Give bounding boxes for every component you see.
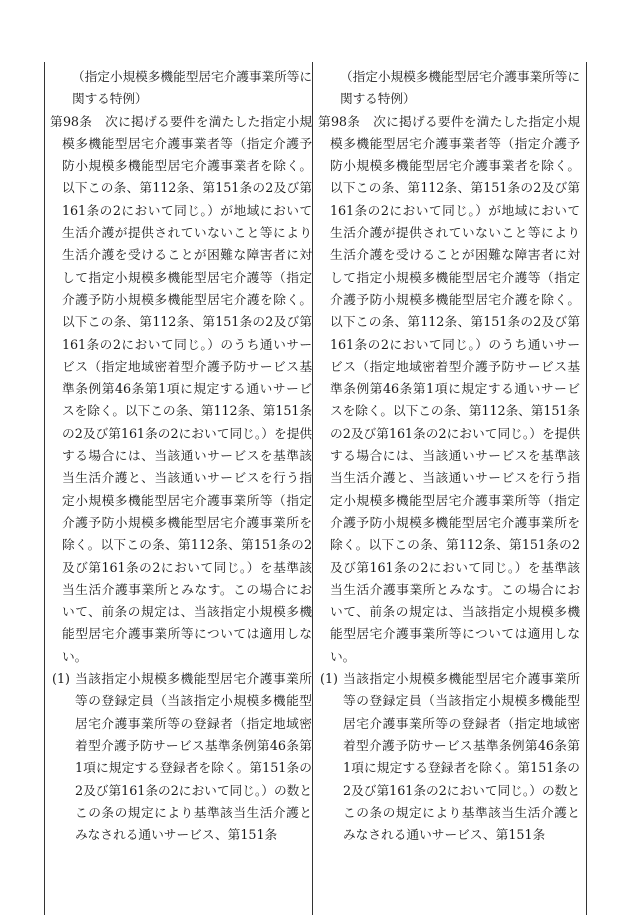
list-item [318, 668, 580, 846]
item-text: 当該指定小規模多機能型居宅介護事業所等の登録定員（当該指定小規模多機能型居宅介護事業所等の登録者（指定地域密着型介護予防サービス基準条例第46条第1項に規定する登録者を除く。第151条の2及び第161条の2において同じ。）の数とこの条の規定により基準該当生活介護とみなされる通いサービス、第151条 [343, 671, 581, 843]
item-number: (1) [52, 671, 70, 687]
right-column [318, 66, 580, 846]
article-98-text: 第98条 次に掲げる要件を満たした指定小規模多機能型居宅介護事業者等（指定介護予防小規模多機能型居宅介護事業者を除く。以下この条、第112条、第151条の2及び第161条の2において同じ。）が地域において生活介護が提供されていないこと等により生活介護を受けることが困難な障害者に対して指定小規模多機能型居宅介護等（指定介護予防小規模多機能型居宅介護を除く。以下この条、第112条、第151条の2及び第161条の2において同じ。）のうち通いサービス（指定地域密着型介護予防サービス基準条例第46条第1項に規定する通いサービスを除く。以下この条、第112条、第151条の2及び第161条の2において同じ。）を提供する場合には、当該通いサービスを基準該当生活介護と、当該通いサービスを行う指定小規模多機能型居宅介護事業所等（指定介護予防小規模多機能型居宅介護事業所を除く。以下この条、第112条、第151条の2及び第161条の2において同じ。）を基準該当生活介護事業所とみなす。この場合において、前条の規定は、当該指定小規模多機能型居宅介護事業所等については適用しない。 [318, 113, 580, 664]
list-item [50, 668, 312, 846]
center-divider-line [312, 62, 313, 915]
item-number: (1) [320, 671, 338, 687]
left-border-line [44, 62, 45, 915]
left-column [50, 66, 312, 846]
article-heading: （指定小規模多機能型居宅介護事業所等に関する特例） [340, 69, 580, 107]
article-98-text: 第98条 次に掲げる要件を満たした指定小規模多機能型居宅介護事業者等（指定介護予防小規模多機能型居宅介護事業者を除く。以下この条、第112条、第151条の2及び第161条の2において同じ。）が地域において生活介護が提供されていないこと等により生活介護を受けることが困難な障害者に対して指定小規模多機能型居宅介護等（指定介護予防小規模多機能型居宅介護を除く。以下この条、第112条、第151条の2及び第161条の2において同じ。）のうち通いサービス（指定地域密着型介護予防サービス基準条例第46条第1項に規定する通いサービスを除く。以下この条、第112条、第151条の2及び第161条の2において同じ。）を提供する場合には、当該通いサービスを基準該当生活介護と、当該通いサービスを行う指定小規模多機能型居宅介護事業所等（指定介護予防小規模多機能型居宅介護事業所を除く。以下この条、第112条、第151条の2及び第161条の2において同じ。）を基準該当生活介護事業所とみなす。この場合において、前条の規定は、当該指定小規模多機能型居宅介護事業所等については適用しない。 [50, 113, 312, 664]
right-border-line [586, 62, 587, 915]
article-heading: （指定小規模多機能型居宅介護事業所等に関する特例） [72, 69, 312, 107]
item-text: 当該指定小規模多機能型居宅介護事業所等の登録定員（当該指定小規模多機能型居宅介護事業所等の登録者（指定地域密着型介護予防サービス基準条例第46条第1項に規定する登録者を除く。第151条の2及び第161条の2において同じ。）の数とこの条の規定により基準該当生活介護とみなされる通いサービス、第151条 [75, 671, 313, 843]
